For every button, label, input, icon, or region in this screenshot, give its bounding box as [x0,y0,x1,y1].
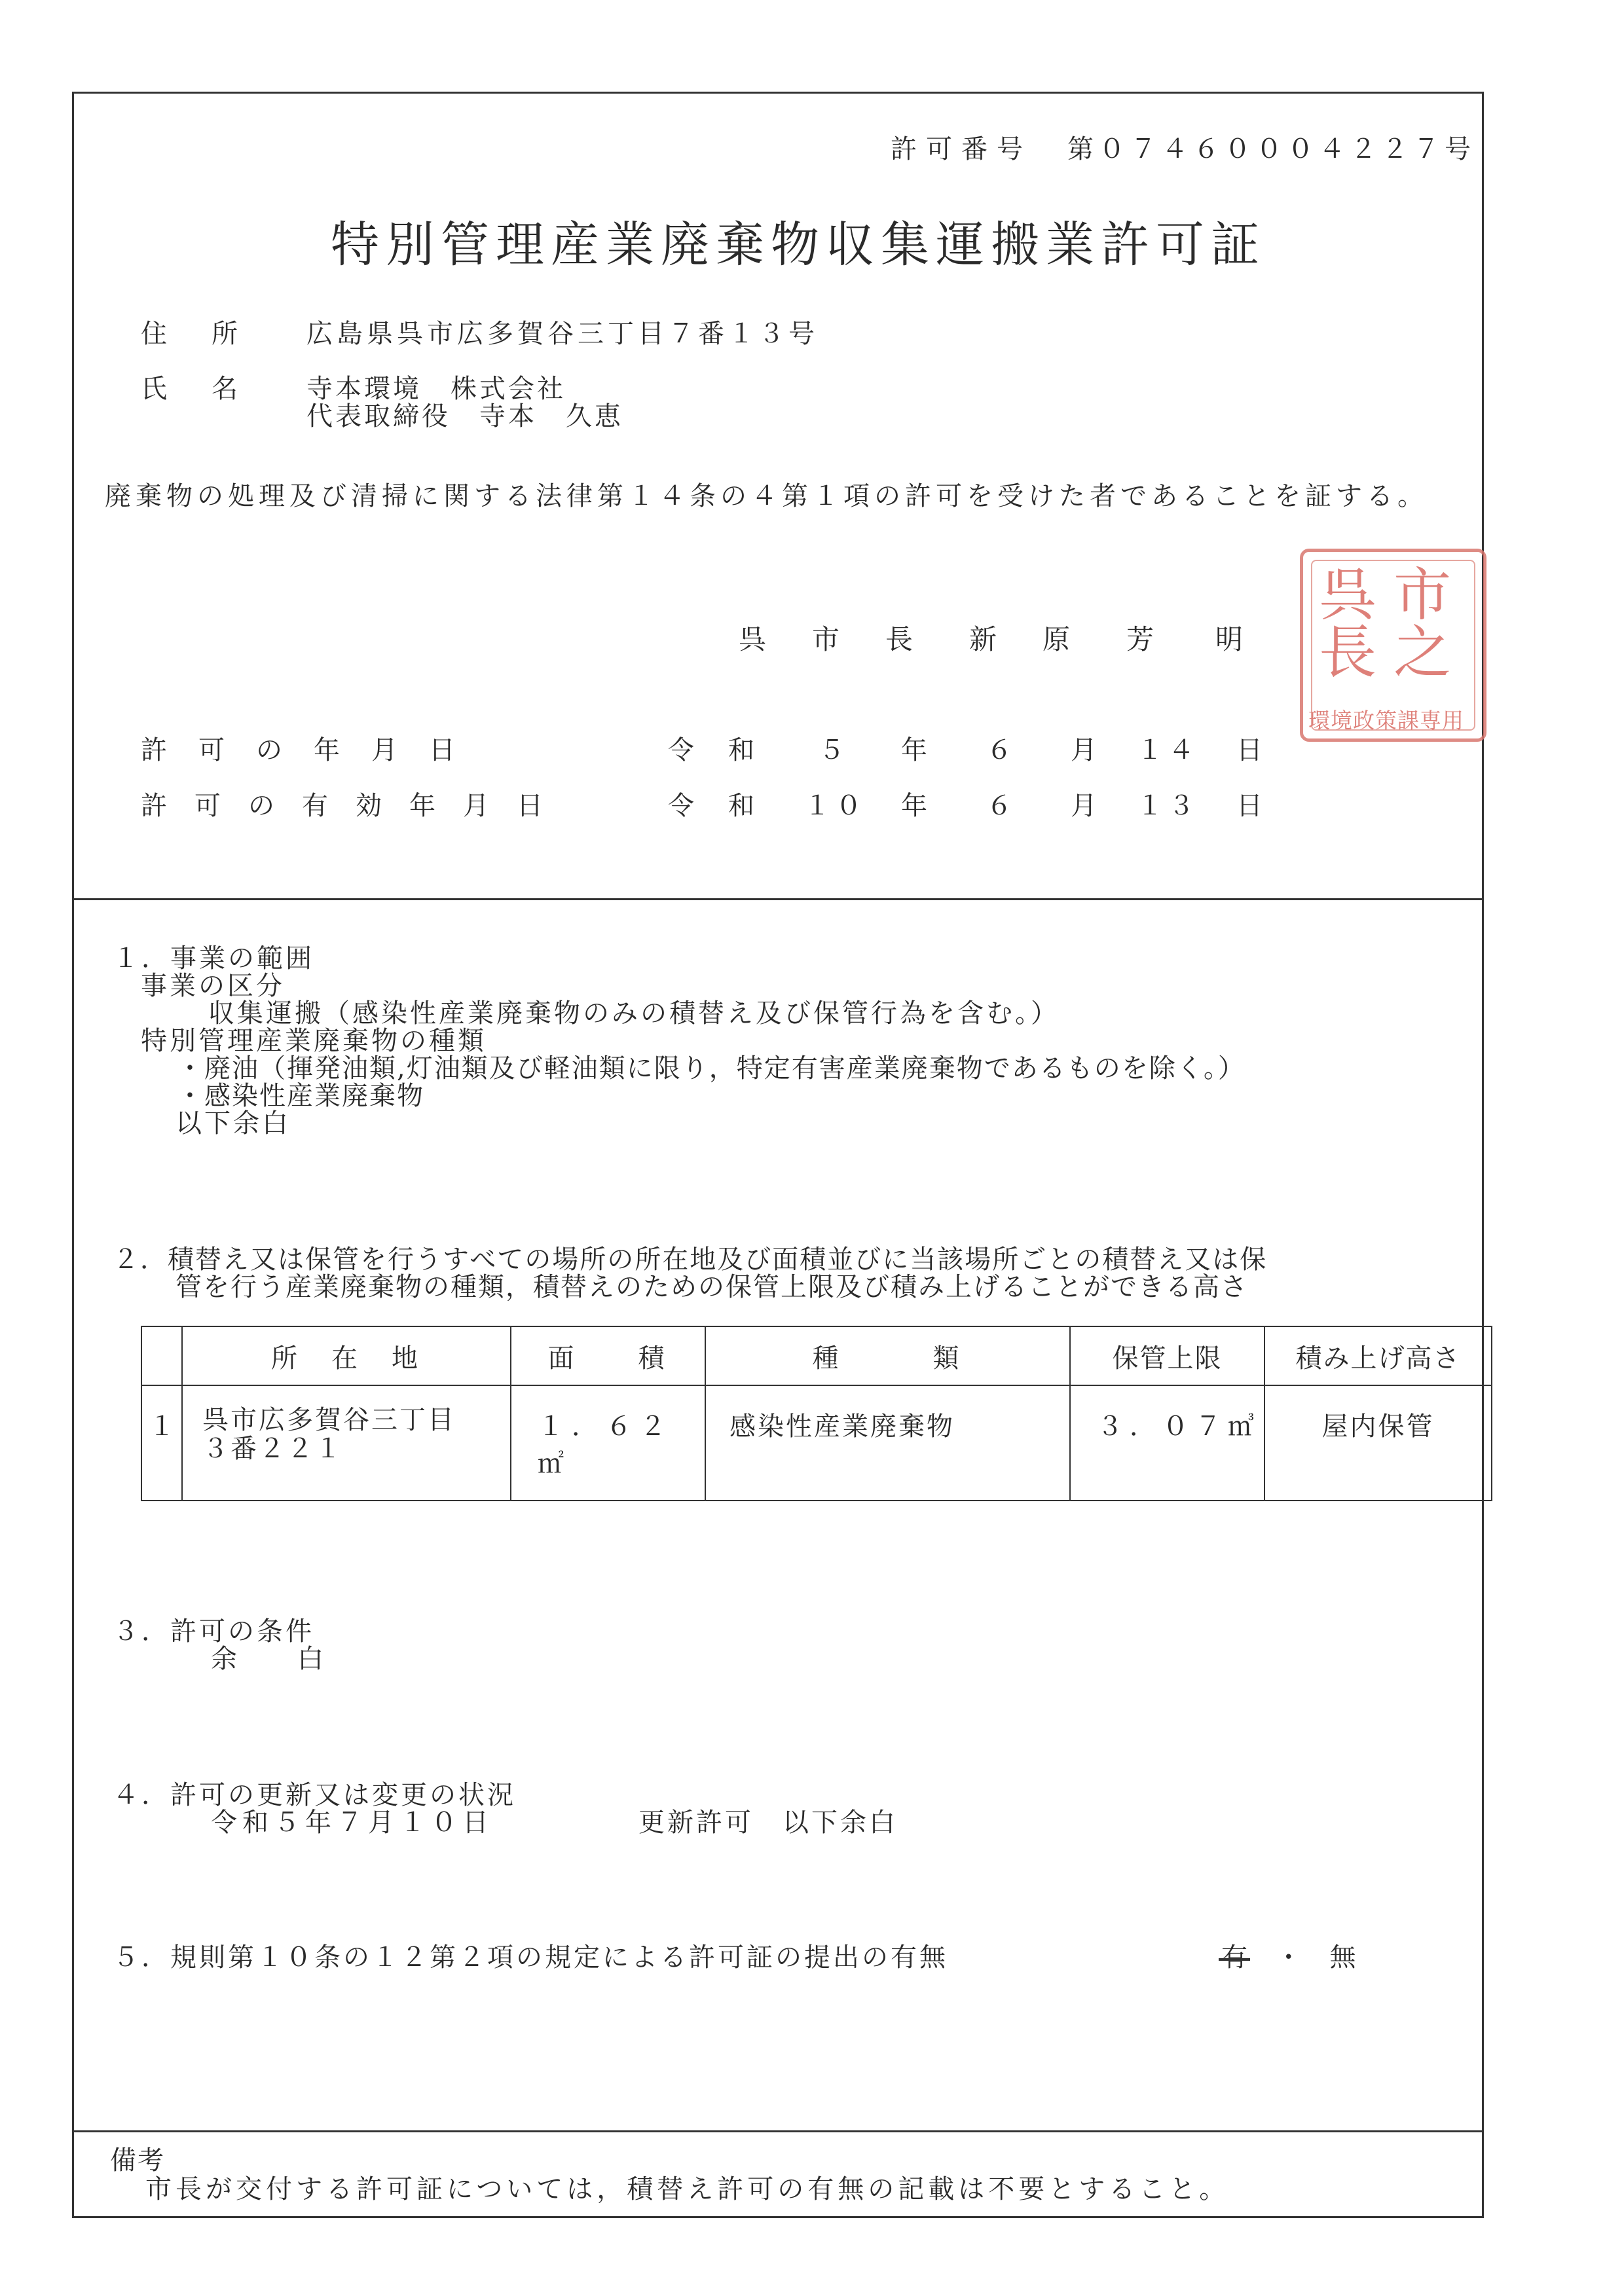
table-header-type: 種 類 [705,1326,1070,1385]
business-category: 収集運搬（感染性産業廃棄物のみの積替え及び保管行為を含む。） [208,998,1060,1029]
section1-heading: １．事業の範囲 [113,943,314,974]
permit-date-month-unit: 月 [1071,735,1097,765]
issuer-family-name: 新 原 [969,623,1080,655]
permit-date-label: 許 可 の 年 月 日 [141,735,458,765]
seal-glyph-kure: 呉 [1319,561,1377,629]
remarks-label: 備考 [110,2145,165,2176]
permit-date-month: ６ [986,735,1012,765]
remarks-body: 市長が交付する許可証については，積替え許可の有無の記載は不要とすること。 [145,2174,1230,2204]
section4-heading: ４．許可の更新又は変更の状況 [113,1780,516,1810]
table-cell-limit: ３．０７㎥ [1070,1385,1264,1501]
table-header-height: 積み上げ高さ [1264,1326,1492,1385]
representative-name: 代表取締役 寺本 久恵 [306,401,623,431]
option-yes-struck: 有 [1221,1942,1247,1973]
table-header-limit: 保管上限 [1070,1326,1264,1385]
permit-number [891,128,1476,166]
waste-type-item: ・感染性産業廃棄物 [177,1081,424,1111]
valid-date-year-unit: 年 [901,791,927,821]
certification-statement: 廃棄物の処理及び清掃に関する法律第１４条の４第１項の許可を受けた者であることを証する。 [105,481,1428,511]
valid-date-year: １０ [804,791,867,821]
seal-glyph-cho: 長 [1319,619,1377,686]
section5-heading: ５．規則第１０条の１２第２項の規定による許可証の提出の有無 [113,1942,948,1973]
table-cell-type: 感染性産業廃棄物 [705,1385,1070,1501]
valid-date-day-unit: 日 [1236,791,1263,821]
valid-date-month: ６ [986,791,1012,821]
permit-date-year: ５ [819,735,845,765]
table-cell-height: 屋内保管 [1264,1385,1492,1501]
table-row [141,1385,1492,1501]
permit-number-label: 許可番号 [891,134,1032,164]
table-cell-no: １ [141,1385,182,1501]
table-cell-location [182,1385,511,1501]
seal-glyph-shi: 市 [1393,561,1452,629]
section2-heading-line1: ２．積替え又は保管を行うすべての場所の所在地及び面積並びに当該場所ごとの積替え又は保 [113,1245,1268,1275]
page-title: 特別管理産業廃棄物収集運搬業許可証 [331,217,1266,273]
section1-blank: 以下余白 [175,1108,291,1139]
location-line-2: ３番２２１ [202,1434,343,1464]
waste-type-item: ・廃油（揮発油類,灯油類及び軽油類に限り，特定有害産業廃棄物であるものを除く。） [177,1053,1246,1084]
table-header-area: 面 積 [511,1326,705,1385]
permit-date-era: 令 和 [668,735,758,765]
seal-glyph-no: 之 [1393,619,1452,686]
section4-body: 更新許可 以下余白 [638,1808,898,1838]
waste-types-label: 特別管理産業廃棄物の種類 [141,1026,487,1056]
valid-date-month-unit: 月 [1071,791,1097,821]
company-name: 寺本環境 株式会社 [306,374,566,404]
business-category-label: 事業の区分 [141,971,285,1001]
table-header-location: 所 在 地 [182,1326,511,1385]
permit-date-day: １４ [1137,735,1200,765]
table-header-no [141,1326,182,1385]
permit-date-day-unit: 日 [1236,735,1263,765]
valid-date-day: １３ [1137,791,1200,821]
section5-options [1221,1937,1356,1974]
issuer-given-name: 芳 明 [1126,623,1261,655]
valid-date-era: 令 和 [668,791,758,821]
permit-date-year-unit: 年 [901,735,927,765]
section2-heading-line2: 管を行う産業廃棄物の種類，積替えのための保管上限及び積み上げることができる高さ [175,1272,1248,1302]
valid-date-label: 許 可 の 有 効 年 月 日 [141,791,544,821]
address-label: 住 所 [141,319,247,349]
address-value: 広島県呉市広多賀谷三丁目７番１３号 [306,319,819,349]
storage-location-table [141,1326,1492,1501]
permit-number-value: 第０７４６０００４２２７号 [1067,134,1476,164]
table-cell-area: １．６２㎡ [511,1385,705,1501]
official-seal [1300,549,1486,742]
section3-body: 余 白 [211,1644,326,1674]
option-no: 無 [1329,1942,1356,1973]
location-line-1: 呉市広多賀谷三丁目 [202,1405,456,1435]
table-header-row [141,1326,1492,1385]
section3-heading: ３．許可の条件 [113,1616,314,1647]
section4-date: 令和５年７月１０日 [211,1808,494,1838]
seal-subtext: 環境政策課専用 [1308,708,1464,733]
issuer-title: 呉 市 長 [739,623,923,655]
option-separator: ・ [1275,1942,1302,1973]
name-label: 氏 名 [141,374,247,404]
